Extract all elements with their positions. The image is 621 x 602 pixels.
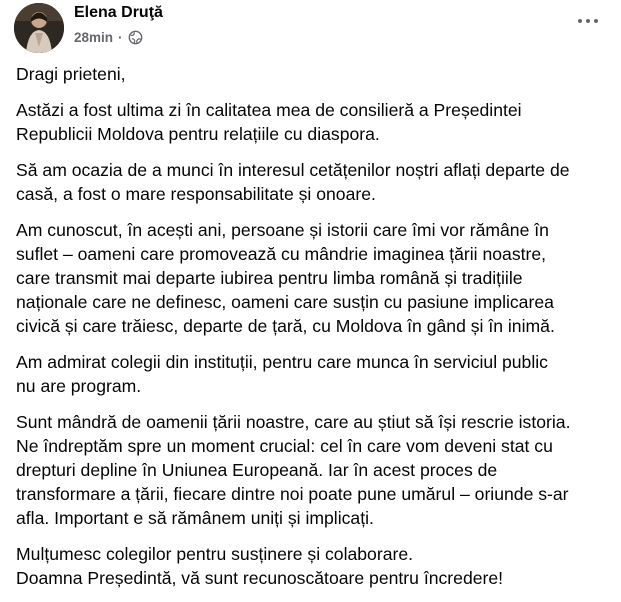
post-header (14, 3, 607, 53)
post-paragraph (16, 218, 616, 338)
post-line: transformare a țării, fiecare dintre noi poate pune umărul – oriunde s-ar (16, 484, 569, 504)
more-horizontal-icon[interactable] (573, 11, 603, 31)
globe-icon[interactable] (128, 30, 143, 45)
post-line: naționale care ne definesc, oameni care susțin cu pasiune implicarea (16, 292, 554, 312)
more-dot (594, 19, 598, 23)
post-line: casă, a fost o mare responsabilitate și onoare. (16, 184, 376, 204)
post-line: nu are program. (16, 376, 142, 396)
meta-separator: · (118, 30, 123, 45)
post-line: Am admirat colegii din instituții, pentru care munca în serviciul public (16, 352, 548, 372)
post-paragraph (16, 410, 616, 530)
post-line: Sunt mândră de oamenii țării noastre, care au știut să își rescrie istoria. (16, 412, 571, 432)
post-line: drepturi depline în Uniunea Europeană. Iar în acest proces de (16, 460, 498, 480)
more-dot (578, 19, 582, 23)
avatar[interactable] (14, 3, 64, 53)
post-line: Dragi prieteni, (16, 64, 126, 84)
post-timestamp[interactable]: 28min (74, 30, 114, 45)
post-line: suflet – oameni care promovează cu mândrie imaginea țării noastre, (16, 244, 547, 264)
post-line: Republicii Moldova pentru relațiile cu diaspora. (16, 124, 380, 144)
post-line: civică și care trăiesc, departe de țară, cu Moldova în gând și în inimă. (16, 316, 555, 336)
post-line: Doamna Președintă, vă sunt recunoscătoare pentru încredere! (16, 568, 504, 588)
post-line: afla. Important e să rămânem uniți și implicați. (16, 508, 374, 528)
post-meta (74, 30, 143, 45)
post-line: care transmit mai departe iubirea pentru limba română și tradițiile (16, 268, 523, 288)
post-line: Mulțumesc colegilor pentru susținere și colaborare. (16, 544, 414, 564)
post-paragraph (16, 350, 616, 398)
post-line: Am cunoscut, în acești ani, persoane și istorii care îmi vor rămâne în (16, 220, 549, 240)
author-name[interactable]: Elena Druţă (74, 4, 163, 21)
more-dot (586, 19, 590, 23)
post-paragraph (16, 158, 616, 206)
post-line: Ne îndreptăm spre un moment crucial: cel în care vom deveni stat cu (16, 436, 553, 456)
post-body (16, 62, 616, 602)
post-paragraph (16, 98, 616, 146)
post-paragraph (16, 542, 616, 590)
post-line: Să am ocazia de a munci în interesul cetățenilor noștri aflați departe de (16, 160, 570, 180)
post-paragraph (16, 62, 616, 86)
post-line: Astăzi a fost ultima zi în calitatea mea de consilieră a Președintei (16, 100, 522, 120)
